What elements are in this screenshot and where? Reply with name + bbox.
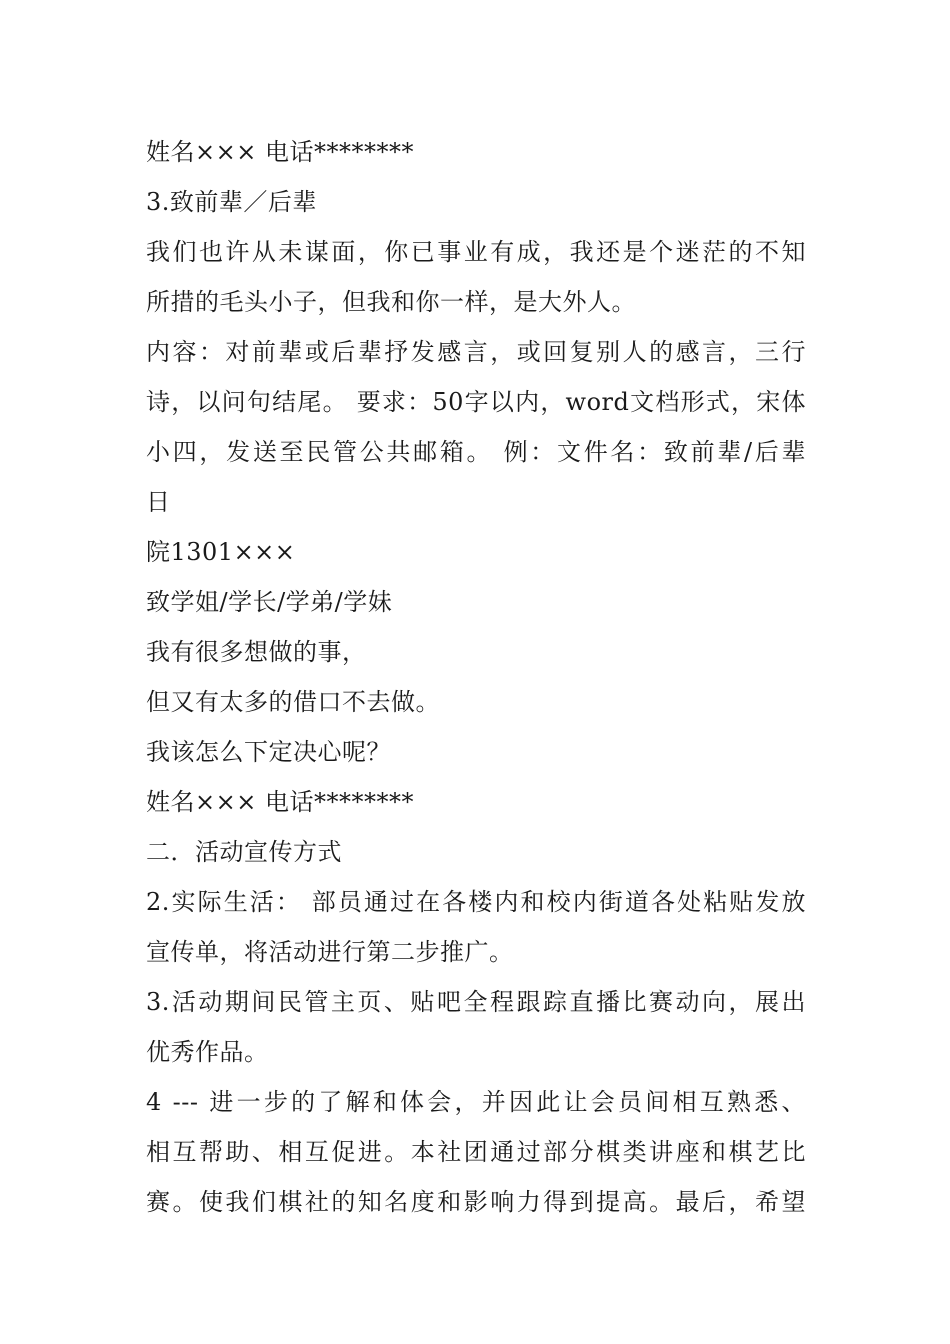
text-line: 诗，以问句结尾。 要求：50字以内，word文档形式，宋体 — [146, 388, 806, 416]
text-line: 姓名××× 电话******** — [146, 138, 414, 166]
text-line: 宣传单，将活动进行第二步推广。 — [146, 938, 514, 966]
text-line: 日 — [146, 488, 171, 516]
text-line: 致学姐/学长/学弟/学妹 — [146, 588, 393, 616]
text-line: 我该怎么下定决心呢？ — [146, 738, 391, 766]
text-line: 3.活动期间民管主页、贴吧全程跟踪直播比赛动向，展出 — [146, 988, 806, 1016]
text-line: 但又有太多的借口不去做。 — [146, 688, 440, 716]
text-line: 院1301××× — [146, 538, 296, 566]
text-line: 4 --- 进一步的了解和体会，并因此让会员间相互熟悉、 — [146, 1088, 806, 1116]
text-line: 2.实际生活： 部员通过在各楼内和校内街道各处粘贴发放 — [146, 888, 806, 916]
text-line: 小四，发送至民管公共邮箱。 例：文件名：致前辈/后辈 — [146, 438, 806, 466]
text-line: 我有很多想做的事， — [146, 638, 367, 666]
text-line: 所措的毛头小子，但我和你一样，是大外人。 — [146, 288, 636, 316]
document-body — [146, 127, 806, 1227]
text-line: 相互帮助、相互促进。本社团通过部分棋类讲座和棋艺比 — [146, 1138, 806, 1166]
text-line: 3.致前辈／后辈 — [146, 188, 317, 216]
text-line: 优秀作品。 — [146, 1038, 269, 1066]
section-heading: 二．活动宣传方式 — [146, 838, 342, 866]
text-line: 内容：对前辈或后辈抒发感言，或回复别人的感言，三行 — [146, 338, 806, 366]
text-line: 姓名××× 电话******** — [146, 788, 414, 816]
text-line: 赛。使我们棋社的知名度和影响力得到提高。最后，希望 — [146, 1188, 806, 1216]
text-line: 我们也许从未谋面，你已事业有成，我还是个迷茫的不知 — [146, 238, 806, 266]
